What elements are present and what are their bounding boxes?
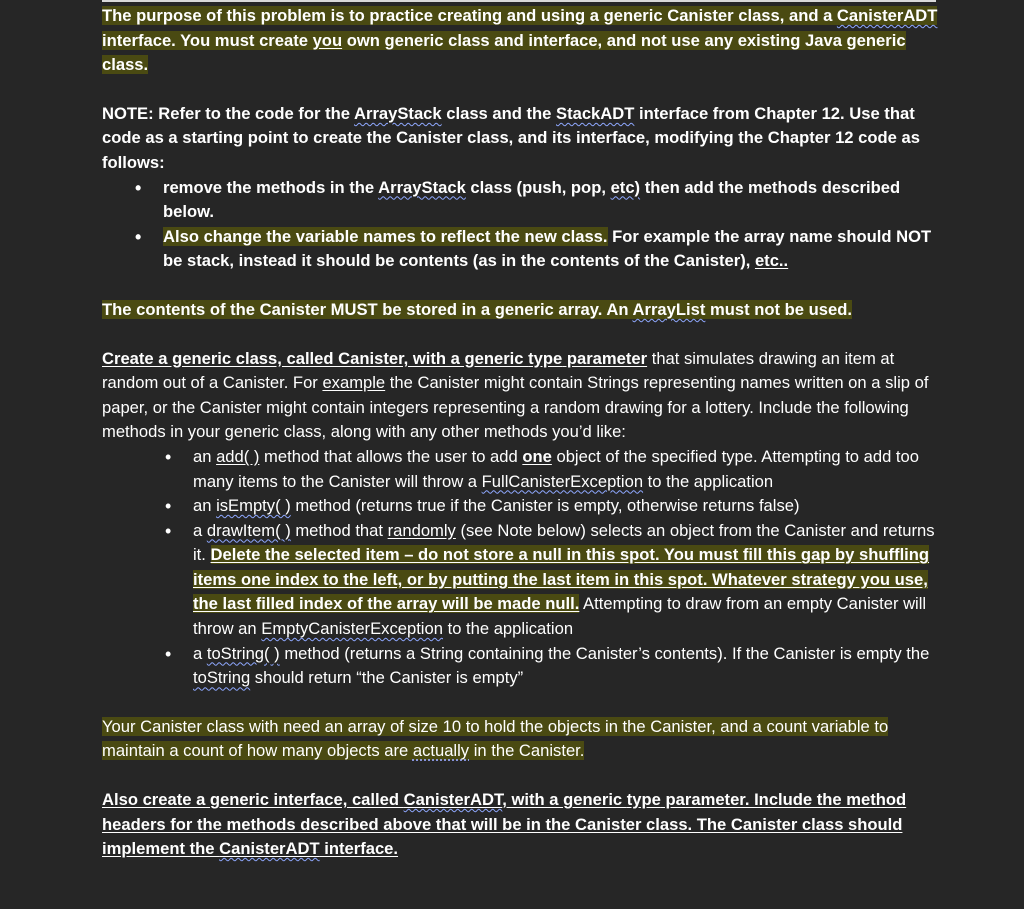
method-text: to the application xyxy=(643,471,774,491)
method-item-draw-item xyxy=(193,519,942,642)
document-body xyxy=(102,4,942,862)
method-isempty-name: isEmpty( ) xyxy=(216,496,291,516)
method-item-is-empty xyxy=(193,494,942,519)
note-text: NOTE: Refer to the code for the xyxy=(102,103,354,123)
intro-paragraph xyxy=(102,4,942,78)
bullet-text: then add the methods described below. xyxy=(163,177,901,222)
methods-list xyxy=(102,445,942,691)
bullet-text: class (push, pop, xyxy=(465,177,611,197)
create-text: that simulates drawing an item at random out of a Canister. For xyxy=(102,348,895,393)
note-paragraph xyxy=(102,102,942,176)
array-size-text: Your Canister class with need an array of size 10 to hold the objects in the Canister, and a count variable to maintain a count of how many objects are xyxy=(102,716,889,761)
note-text: interface from Chapter 12. Use that code as a starting point to create the Canister class, and its interface, modifying the Chapter 12 code as follows: xyxy=(102,103,920,172)
array-size-text: in the Canister. xyxy=(469,741,585,761)
generic-array-text: must not be used. xyxy=(705,299,852,319)
array-size-paragraph xyxy=(102,715,942,764)
intro-text: own generic class and interface, and not use any existing Java generic class. xyxy=(102,30,906,75)
method-delete-highlight: Delete the selected item – do not store a null in this spot. You must fill this gap by shuffling items one index to the left, or by putting the last item in this spot. Whatever strategy you use, the last filled index of the array will be made null. xyxy=(193,545,930,614)
method-text: (see Note below) selects an object from the Canister and returns it. xyxy=(193,520,935,565)
bullet-arraystack: ArrayStack xyxy=(378,177,466,197)
create-type: type xyxy=(528,348,563,368)
generic-array-highlight xyxy=(102,300,852,319)
interface-text: , with a generic xyxy=(502,790,627,810)
method-text: to the application xyxy=(442,619,574,639)
note-text: class and the xyxy=(441,103,556,123)
method-tostring-ref: toString xyxy=(193,668,251,688)
interface-text: Also create a generic interface, called xyxy=(102,790,404,810)
method-drawitem-name: drawItem( ) xyxy=(206,520,291,540)
interface-text: interface. xyxy=(319,839,399,859)
method-text: a xyxy=(193,643,207,663)
interface-text: parameter. Include the method headers for the methods described above that will be in the Canister class. The Canister class should implement the xyxy=(102,790,907,859)
method-full-exception: FullCanisterException xyxy=(481,471,644,491)
method-text: should return “the Canister is empty” xyxy=(250,668,524,688)
array-size-actually: actually xyxy=(412,741,470,761)
method-text: object of the specified type. Attempting to add too many items to the Canister will throw a xyxy=(193,446,920,491)
create-example: example xyxy=(322,373,386,393)
method-add-one: one xyxy=(522,446,552,466)
note-stackadt: StackADT xyxy=(556,103,635,123)
create-heading: parameter xyxy=(562,348,648,368)
interface-canisteradt: CanisterADT xyxy=(219,839,320,859)
bullet-etc: etc.. xyxy=(754,251,789,271)
intro-highlight xyxy=(102,6,937,74)
method-tostring-name: toString( ) xyxy=(206,643,280,663)
generic-array-arraylist: ArrayList xyxy=(632,299,706,319)
bullet-text: remove the methods in the xyxy=(163,177,379,197)
interface-canisteradt: CanisterADT xyxy=(403,790,503,810)
intro-text: The purpose of this problem is to practice creating and using a generic Canister class, and a xyxy=(102,6,837,25)
bullet-etc: etc) xyxy=(610,177,641,197)
create-heading: Create a generic class, called Canister, with a generic xyxy=(102,348,529,368)
bullet-text: For example the array name should NOT be stack, instead it should be contents (as in the contents of the Canister), xyxy=(163,226,932,271)
method-text: method (returns true if the Canister is empty, otherwise returns false) xyxy=(290,496,800,516)
intro-you: you xyxy=(312,30,343,50)
note-bullet-rename-variables xyxy=(163,225,942,274)
method-text: an xyxy=(193,446,217,466)
method-randomly: randomly xyxy=(387,520,456,540)
method-text: a xyxy=(193,520,207,540)
interface-paragraph xyxy=(102,788,942,862)
create-paragraph xyxy=(102,347,942,445)
bullet-highlight: Also change the variable names to reflect the new class. xyxy=(163,226,608,246)
method-empty-exception: EmptyCanisterException xyxy=(261,619,443,639)
top-border xyxy=(102,0,936,2)
method-text: method (returns a String containing the Canister’s contents). If the Canister is empty the xyxy=(279,643,930,663)
note-bullet-remove-methods xyxy=(163,176,942,225)
method-item-add xyxy=(193,445,942,494)
method-text: method that xyxy=(290,520,388,540)
array-size-highlight xyxy=(102,717,888,761)
intro-text: interface. You must create xyxy=(102,30,313,50)
method-text: Attempting to draw from an empty Canister will throw an xyxy=(193,594,927,639)
generic-array-paragraph xyxy=(102,298,942,323)
note-arraystack: ArrayStack xyxy=(354,103,442,123)
note-bullet-list xyxy=(102,176,942,274)
method-add-name: add( ) xyxy=(216,446,260,466)
intro-canisteradt: CanisterADT xyxy=(836,6,938,25)
method-text: method that allows the user to add xyxy=(259,446,523,466)
interface-type: type xyxy=(626,790,661,810)
method-text: an xyxy=(193,496,217,516)
generic-array-text: The contents of the Canister MUST be stored in a generic array. An xyxy=(102,299,633,319)
create-text: the Canister might contain Strings representing names written on a slip of paper, or the Canister might contain integers representing a random drawing for a lottery. Include the following methods in your generic class, along with any other methods you’d like: xyxy=(102,373,929,442)
method-item-to-string xyxy=(193,642,942,691)
